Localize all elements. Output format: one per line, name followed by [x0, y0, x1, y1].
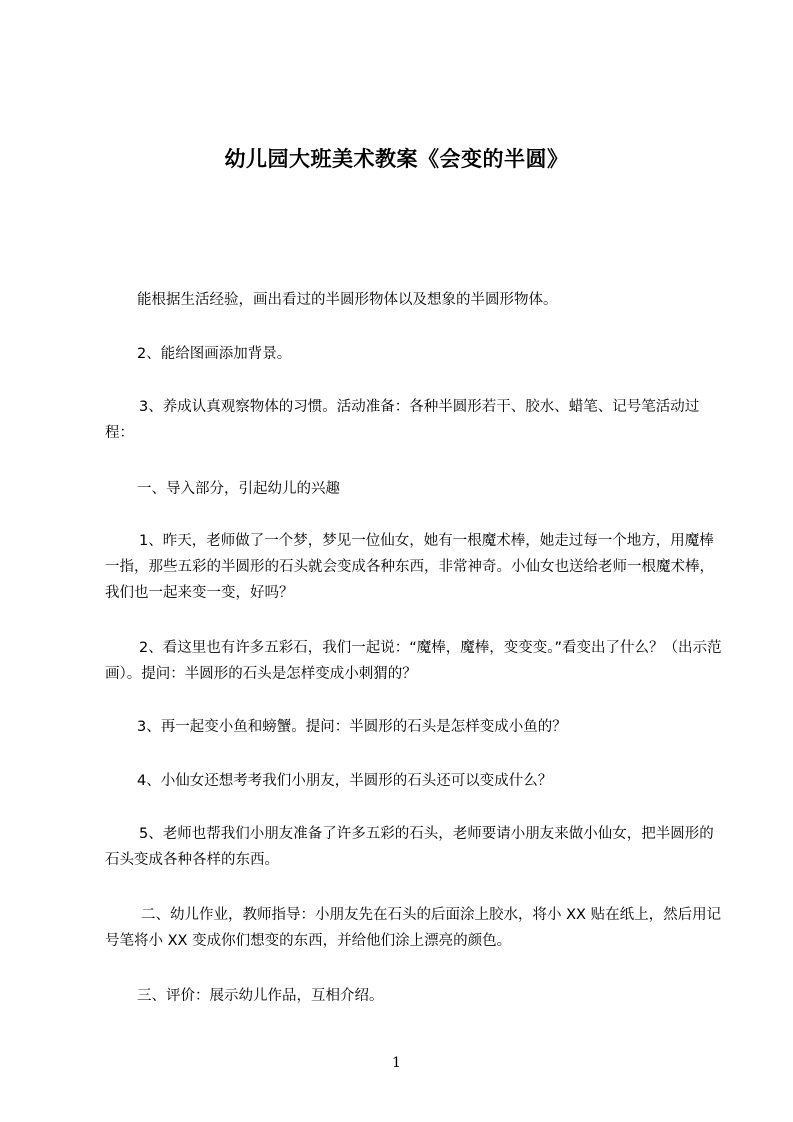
paragraph-goal-3-preparation: 3、养成认真观察物体的习惯。活动准备：各种半圆形若干、胶水、蜡笔、记号笔活动过程： [105, 399, 700, 441]
page-number: 1 [392, 1055, 401, 1071]
paragraph-section-work: 二、幼儿作业，教师指导：小朋友先在石头的后面涂上胶水，将小 XX 贴在纸上，然后用记号笔将小 XX 变成你们想变的东西，并给他们涂上漂亮的颜色。 [105, 907, 722, 949]
paragraph-step-3: 3、再一起变小鱼和螃蟹。提问：半圆形的石头是怎样变成小鱼的？ [137, 719, 567, 735]
paragraph-step-5: 5、老师也帮我们小朋友准备了许多五彩的石头，老师要请小朋友来做小仙女，把半圆形的石头变成各种各样的东西。 [105, 826, 714, 868]
paragraph-step-4: 4、小仙女还想考考我们小朋友，半圆形的石头还可以变成什么？ [137, 773, 553, 789]
document-title: 幼儿园大班美术教案《会变的半圆》 [224, 147, 569, 171]
paragraph-step-2: 2、看这里也有许多五彩石，我们一起说：“魔棒，魔棒，变变变。”看变出了什么？（出示范画）。提问：半圆形的石头是怎样变成小刺猬的？ [105, 640, 722, 682]
paragraph-step-1: 1、昨天，老师做了一个梦，梦见一位仙女，她有一根魔术棒，她走过每一个地方，用魔棒一指，那些五彩的半圆形的石头就会变成各种东西，非常神奇。小仙女也送给老师一根魔术棒，我们也一起来变一变，好吗？ [105, 533, 714, 601]
paragraph-section-evaluation: 三、评价：展示幼儿作品，互相介绍。 [137, 988, 384, 1004]
paragraph-goal-1: 能根据生活经验，画出看过的半圆形物体以及想象的半圆形物体。 [137, 292, 558, 308]
paragraph-section-intro: 一、导入部分，引起幼儿的兴趣 [137, 481, 340, 497]
paragraph-goal-2: 2、能给图画添加背景。 [137, 346, 292, 362]
